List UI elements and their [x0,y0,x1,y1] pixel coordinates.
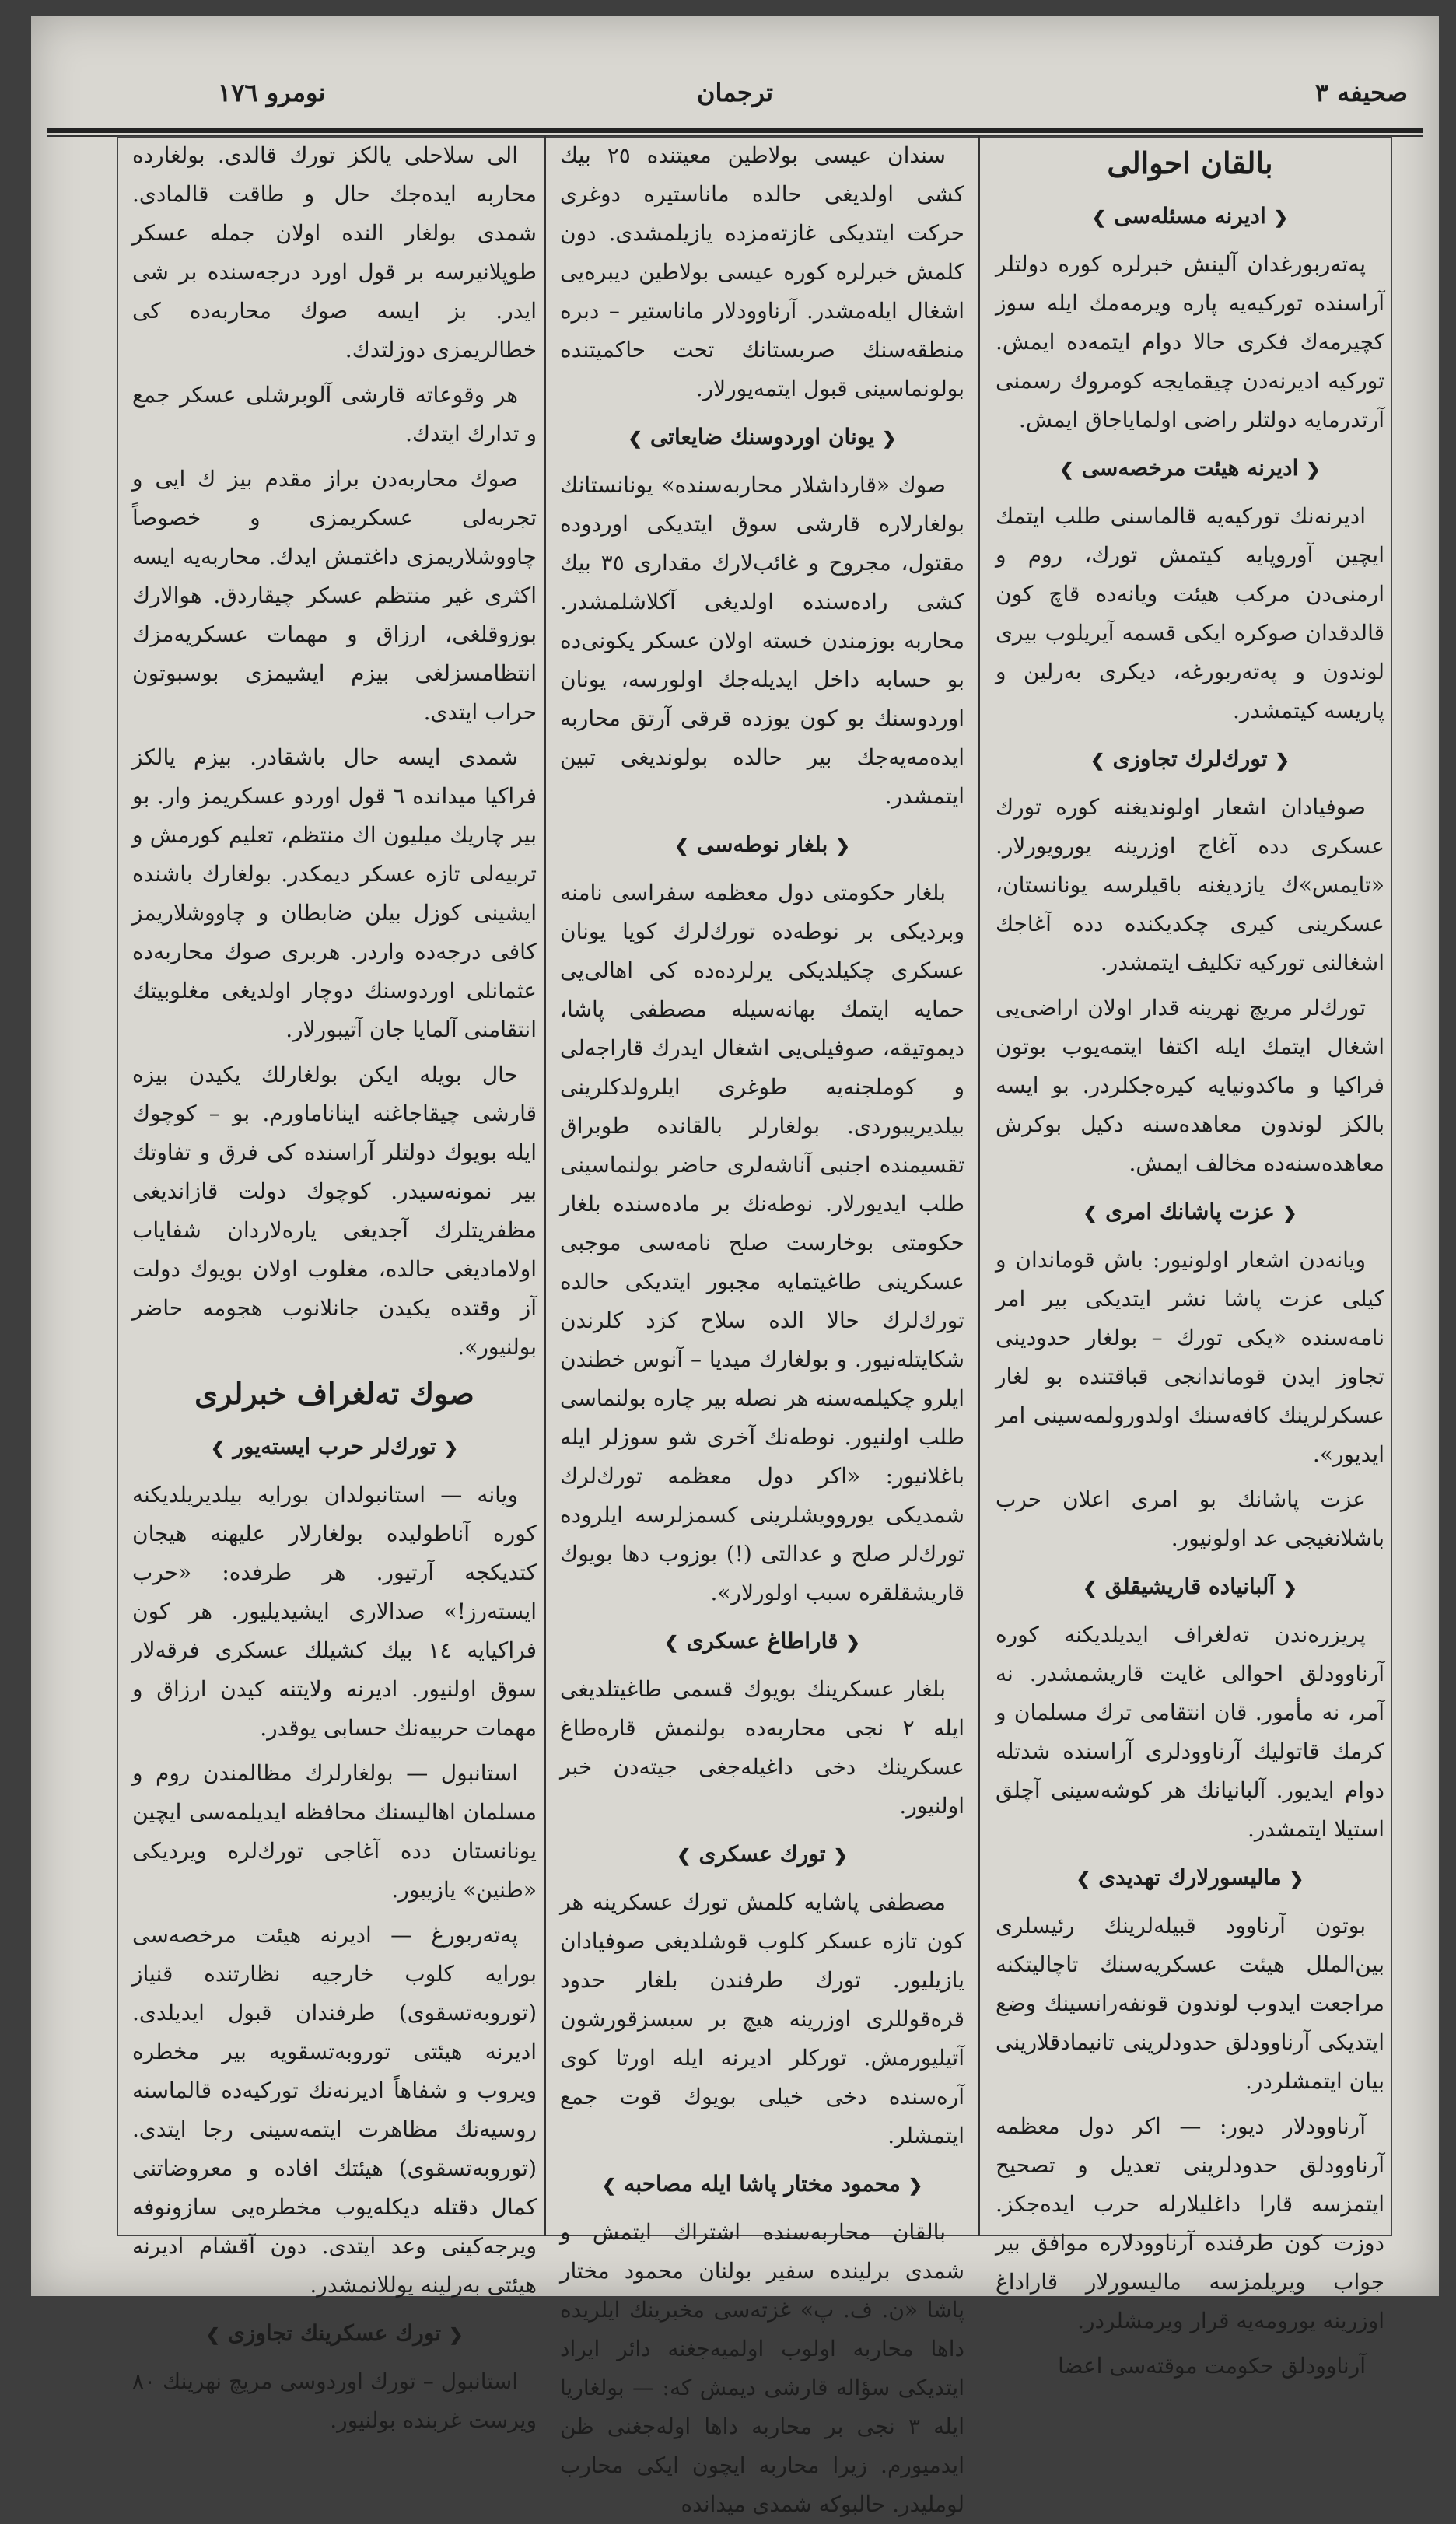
article-paragraph: پەتەربورغدان آلینش خبرلره کوره دولتلر آراسنده تورکیه‌یه پاره ویرمه‌مك ایله سوز کچیرمه‌ك فکری حالا دوام ایتمه‌ده ایمش. تورکیه ادیرنه‌دن چیقمایجه کومروك رسمنی آرتدرمایه دولتلر راضی اولمایاجاق ایمش. [996,251,1384,432]
column-right-articles [996,197,1384,2386]
section-title [560,1835,964,1875]
article-paragraph: پریزره‌ندن تەلغراف ایدیلدیکنه کوره آرناوودلق احوالی غایت قاریشمشدر. نه آمر، نه مأمور. قان انتقامی ترك مسلمان و کرمك قاتولیك آرناوودلری آراسنده شدتله دوام ایدیور. آلبانیانك هر کوشه‌سینی آچلق استیلا ایتمشدر. [996,1622,1384,1842]
column-right [996,136,1384,2379]
article-paragraph: استانبول — بولغارلرك مظالمندن روم و مسلمان اهالیسنك محافظه ایدیلمه‌سی ایچین یونانستان دده آغاجی تورك‌لره ویردیکی «طنین» یازیبور. [132,1760,537,1903]
article-paragraph: ادیرنه‌نك تورکیه‌یه قالماسنی طلب ایتمك ایچین آوروپایه کیتمش تورك، روم و ارمنی‌دن مرکب هیئت ویانه‌ده قاچ کون قالدقدان صوکره ایکی قسمه آیریلوب بیری لوندون و پەتەربورغه، دیکری بەرلین و پاریسه کیتمشدر. [996,503,1384,723]
ornament-icon: ❯ [677,1846,691,1866]
ornament-icon: ❯ [1083,1203,1098,1223]
section-title-text: عزت پاشانك امری [1105,1199,1275,1224]
headline-balkan: بالقان احوالی [1107,145,1273,180]
article-paragraph: پەتەربورغ — ادیرنه هیئت مرخصه‌سی بورایه کلوب خارجیه نظارتنده قنیاز (تورو‌به‌تسقوی) طرفندان قبول ایدیلدی. ادیرنه هیئتی تورو‌به‌تسقویه بیر مخطره ویروب و شفاهاً ادیرنه‌نك تورکیه‌ده قالماسنه روسیه‌نك مظاهرت ایتمه‌سینی رجا ایتدی. (تورو‌به‌تسقوی) هیئتك افاده و معروضاتنی کمال دقتله دیکله‌یوب مخطره‌یی سازونوفه ویرجه‌کینی وعد ایتدی. دون آقشام ادیرنه هیئتی بەرلینه یوللانمشدر. [132,1922,537,2298]
section-title-text: تورك عسکری [698,1841,826,1867]
section-title [560,1622,964,1662]
section-title [996,449,1384,489]
masthead [47,62,1423,132]
ornament-icon: ❮ [1283,1578,1297,1598]
ornament-icon: ❯ [205,2325,220,2345]
ornament-icon: ❮ [449,2325,464,2345]
section-title [560,825,964,866]
page-number: صحيفه ٣ [1314,78,1408,107]
article-paragraph: سندان عیسی بولاطین معیتنده ٢٥ بیك کشی اولدیغی حالده ماناستیره دوغری حرکت ایتدیکی غازته‌مزده یازیلمشدی. دون کلمش خبرلره کوره عیسی بولاطین دیبره‌یی اشغال ایله‌مشدر. آرناوودلار ماناستیر – دبره منطقه‌سنك صربستانك تحت حاکمیتنده بولونماسینی قبول ایتمه‌یورلار. [560,142,964,401]
section-title [560,418,964,458]
ornament-icon: ❮ [1273,208,1289,228]
article-paragraph: حال بویله ایکن بولغارلك یکیدن بیزه قارشی چیقاجاغنه ایناناماورم. بو – کوچوك ایله بویوك دولتلر آراسنده کی فرق و تفاوتك بیر نمونه‌سیدر. کوچوك دولت قازاندیغی مظفریتلرك آجدیغی یارەلاردان شفایاب اولامادیغی حالده، مغلوب اولان بویوك دولت آز وقتده یکیدن جانلانوب هجومه حاضر بولنیور». [132,1062,537,1360]
section-title [996,197,1384,237]
column-left [132,136,537,2433]
section-title-text: یونان اوردوسنك ضایعاتی [649,424,875,450]
article-paragraph: بوتون آرناوود قبیله‌لرینك رئیسلری بین‌الملل هیئت عسکریه‌سنك تاچالیتکنه مراجعت ایدوب لوندون قونفەرانسینك وضع ایتدیکی آرناوودلق حدودلرینی تانیمادقلارینی بیان ایتمشلردر. [996,1913,1384,2094]
section-title-text: بلغار نوطه‌سی [696,831,828,857]
column-divider [544,136,546,2236]
article-paragraph: الی سلاحلی یالکز تورك قالدی. بولغارده محاربه ایده‌جك حال و طاقت قالمادی. شمدی بولغار النده اولان جمله عسکر طوپلانیرسه بر قول اورد درجه‌سنده بر شی ایدر. بز ایسه صوك محاربه‌ده کی خطالریمزی دوزلتدك. [132,142,537,362]
section-title [560,2165,964,2205]
article-paragraph: بلغار عسکرینك بویوك قسمی طاغیتلدیغی ایله ٢ نجی محاربه‌ده بولنمش قاره‌طاغ عسکرینك دخی داغیله‌جغی جیته‌دن خبر اولنیور. [560,1676,964,1819]
section-title-text: ادیرنه مسئله‌سی [1114,203,1266,229]
column-middle [560,136,964,2517]
ornament-icon: ❮ [443,1438,459,1458]
column-left-articles [132,136,537,1367]
section-title [132,2314,537,2354]
ornament-icon: ❮ [882,429,897,449]
article-paragraph: آرناوودلار دیور: — اکر دول معظمه آرناوودلق حدودلرینی تعدیل و تصحیح ایتمزسه قارا داغلیلارله حرب ایده‌جکز. دوزت کون طرفنده آرناوودلاره موافق بیر جواب ویریلمزسه مالیسورلار قاراداغ اوزرینه یورومه‌یه قرار ویرمشلردر. [996,2113,1384,2333]
ornament-icon: ❮ [845,1633,860,1653]
newspaper-title: ترجمان [696,78,774,107]
section-title [996,1567,1384,1608]
article-paragraph: هر وقوعاته قارشی آلوبرشلی عسکر جمع و تدارك ایتدك. [132,382,537,446]
section-title-text: تورك عسکرینك تجاوزی [227,2320,442,2346]
article-paragraph: ویانه‌دن اشعار اولونیور: باش قوماندان و کیلی عزت پاشا نشر ایتدیکی بیر امر نامه‌سنده «یکی تورك – بولغار حدودینی تجاوز ایدن قوماندانجی قباقتنده بو لغار عسکرلرینك کافه‌سنك اولدورولمه‌سینی امر ایدیور». [996,1247,1384,1467]
article-paragraph: صوك محاربه‌دن براز مقدم بیز ك ایی و تجربه‌لی عسکریمزی و خصوصاً چاووشلاریمزی داغتمش ایدك. محاربه‌یه ایسه اکثری غیر منتظم عسکر چیقاردق. هوالارك بوزوقلغی، ارزاق و مهمات عسکریه‌مزك انتظامسزلغی بیزم ایشیمزی بوسبوتون حراب ایتدی. [132,466,537,725]
ornament-icon: ❯ [674,836,689,856]
section-title [132,1427,537,1468]
telegraph-news [132,1427,537,2440]
article-paragraph: آرناوودلق حکومت موقته‌سی اعضا [1058,2353,1366,2379]
ornament-icon: ❮ [1282,1203,1297,1223]
section-title-text: تورك‌لر حرب ایسته‌یور [233,1434,436,1459]
ornament-icon: ❯ [601,2176,617,2196]
ornament-icon: ❮ [1306,460,1321,480]
column-divider [978,136,980,2236]
article-paragraph: بالقان محاربه‌سنده اشتراك ایتمش و شمدی برلینده سفیر بولنان محمود مختار پاشا «ن. ف. پ» غزته‌سی مخبرینك ایلریده داها محاربه اولوب اولمیه‌جغنه دائر ایراد ایتدیکی سؤاله قارشی دیمش که: — بولغاریا ایله ٣ نجی بر محاربه داها اوله‌جغنی ظن ایدمیورم. زیرا محاربه ایچون ایکی محارب لوملیدر. حالبوکه شمدی میدانده [560,2219,964,2517]
headline-telegraph: صوك تەلغراف خبرلری [194,1376,474,1411]
ornament-icon: ❮ [1275,751,1290,771]
column-middle-articles [560,136,964,2524]
article-paragraph: مصطفی پاشایه کلمش تورك عسکرینه هر کون تازه عسکر کلوب قوشلدیغی صوفیادان یازیلیور. تورك طرفندن بلغار حدود قره‌قوللری اوزرینه هیچ بر سبسزقورشون آتیلیورمش. تورکلر ادیرنه ایله اورتا کوی آره‌سنده دخی خیلی بویوك قوت جمع ایتمشلر. [560,1889,964,2148]
section-title [996,1858,1384,1899]
ornament-icon: ❮ [908,2176,923,2196]
issue-number: نومرو ١٧٦ [218,78,326,107]
section-title-text: محمود مختار پاشا ایله مصاحبه [624,2171,901,2197]
ornament-icon: ❯ [1090,751,1105,771]
ornament-icon: ❮ [833,1846,848,1866]
ornament-icon: ❯ [1083,1578,1097,1598]
section-title [996,1192,1384,1233]
section-title-text: ادیرنه هیئت مرخصه‌سی [1081,455,1299,481]
article-paragraph: صوك «قارداشلار محاربه‌سنده» یونانستانك بولغارلاره قارشی سوق ایتدیکی اوردوده مقتول، مجروح و غائب‌لارك مقداری ٣٥ بیك کشی راده‌سنده اولدیغی آکلاشلمشدر. محاربه بوزمندن خسته اولان عسکر یکونی‌ده بو حسابه داخل ایدیله‌جك اولورسه، یونان اوردوسنك بو کون یوزده قرقی آرتق محاربه ایده‌مه‌یه‌جك بیر حالده بولوندیغی تبین ایتمشدر. [560,472,964,809]
section-title-text: مالیسورلارك تهدیدی [1098,1864,1282,1890]
section-title-text: تورك‌لرك تجاوزی [1112,746,1268,772]
article-paragraph: ویانه — استانبولدان بورایه بیلدیریلدیکنه کوره آناطولیده بولغارلار علیهنه هیجان کتدیکجه آرتیور. هر طرفده: «حرب ایسته‌رز!» صدالاری ایشیدیلیور. هر کون فراکیایه ١٤ بیك کشیلك عسکری فرقه‌لار سوق اولنیور. ادیرنه ولایتنه کیدن ارزاق و مهمات حربیه‌نك حسابی یوقدر. [132,1482,537,1741]
article-paragraph: صوفیادان اشعار اولوندیغنه کوره تورك عسکری دده آغاج اوزرینه یورویورلار. «تایمس»ك یازدیغنه باقیلرسه یونانستان، عسکرینی کیری چکدیکنده دده آغاجك اشغالنی تورکیه تکلیف ایتمشدر. [996,794,1384,975]
ornament-icon: ❯ [1076,1869,1091,1889]
section-title-text: آلبانیاده قاریشیقلق [1104,1574,1276,1599]
ornament-icon: ❯ [628,429,642,449]
ornament-icon: ❯ [210,1438,226,1458]
ornament-icon: ❯ [1091,208,1107,228]
section-title-text: قاراطاغ عسکری [686,1628,838,1654]
article-paragraph: تورك‌لر مریچ نهرینه قدار اولان اراضی‌یی اشغال ایتمك ایله اکتفا ایتمه‌یوب بوتون فراکیا و ماکدونیایه کیره‌جکلردر. بو ایسه بالکز لوندون معاهده‌سنه دکیل بوکرش معاهده‌سنه‌ده مخالف ایمش. [996,995,1384,1176]
ornament-icon: ❮ [1289,1869,1304,1889]
ornament-icon: ❯ [1059,460,1074,480]
ornament-icon: ❮ [835,836,850,856]
article-paragraph: استانبول – تورك اوردوسی مریچ نهرینك ٨٠ ویرست غربنده بولنیور. [132,2368,537,2433]
article-paragraph: شمدی ایسه حال باشقادر. بیزم یالکز فراکیا میدانده ٦ قول اوردو عسکریمز وار. بو بیر چاریك میلیون اك منتظم، تعلیم کورمش و تربیه‌لی تازه عسکر دیمکدر. بولغارك باشنده ایشینی کوزل بیلن ضابطان و چاووشلاریمز کافی درجه‌ده واردر. هربری صوك محاربه‌ده عثمانلی اوردوسنك دوچار اولدیغی مغلوبیتك انتقامنی آلمایا جان آتیبورلار. [132,744,537,1042]
section-title [996,740,1384,780]
article-paragraph: بلغار حکومتی دول معظمه سفراسی نامنه وبردیکی بر نوطه‌ده تورك‌لرك کویا یونان عسکری چکیلدیکی یرلرده‌ده کی اهالی‌یی حمایه ایتمك بهانه‌سیله مصطفی پاشا، دیموتیقه، صوفیلی‌یی اشغال ایدرك قاراجه‌لی و کوملجنه‌یه طوغری ایلرولدکلرینی بیلدیریبوردی. بولغارلر بالقانده طوبراق تقسیمنده اجنبی آناشه‌لری حاضر بولنماسینی طلب ایدیورلار. نوطه‌نك بر ماده‌سنده بلغار حکومتی بوخارست صلح نامه‌سی موجبی عسکرینی طاغیتمایه مجبور ایتدیکی حالده تورك‌لرك حالا الده سلاح کزد کلرندن شکایتله‌نیور. و بولغارك میدیا – آنوس خطندن ایلرو چکیلمه‌سنه هر نصله بیر چاره بولنماسی طلب اولنیور. نوطه‌نك آخری شو سوزلر ایله باغلانیور: «اکر دول معظمه تورك‌لرك شمدیکی یوروویشلرینی کسمزلرسه ایلروده تورك‌لر صلح و عدالتی (!) بوزوب دها بویوك قاریشقلقره سبب اولورلار». [560,880,964,1605]
ornament-icon: ❯ [664,1633,679,1653]
masthead-rule [47,128,1423,133]
article-paragraph: عزت پاشانك بو امری اعلان حرب باشلانغیجی عد اولونیور. [996,1486,1384,1551]
